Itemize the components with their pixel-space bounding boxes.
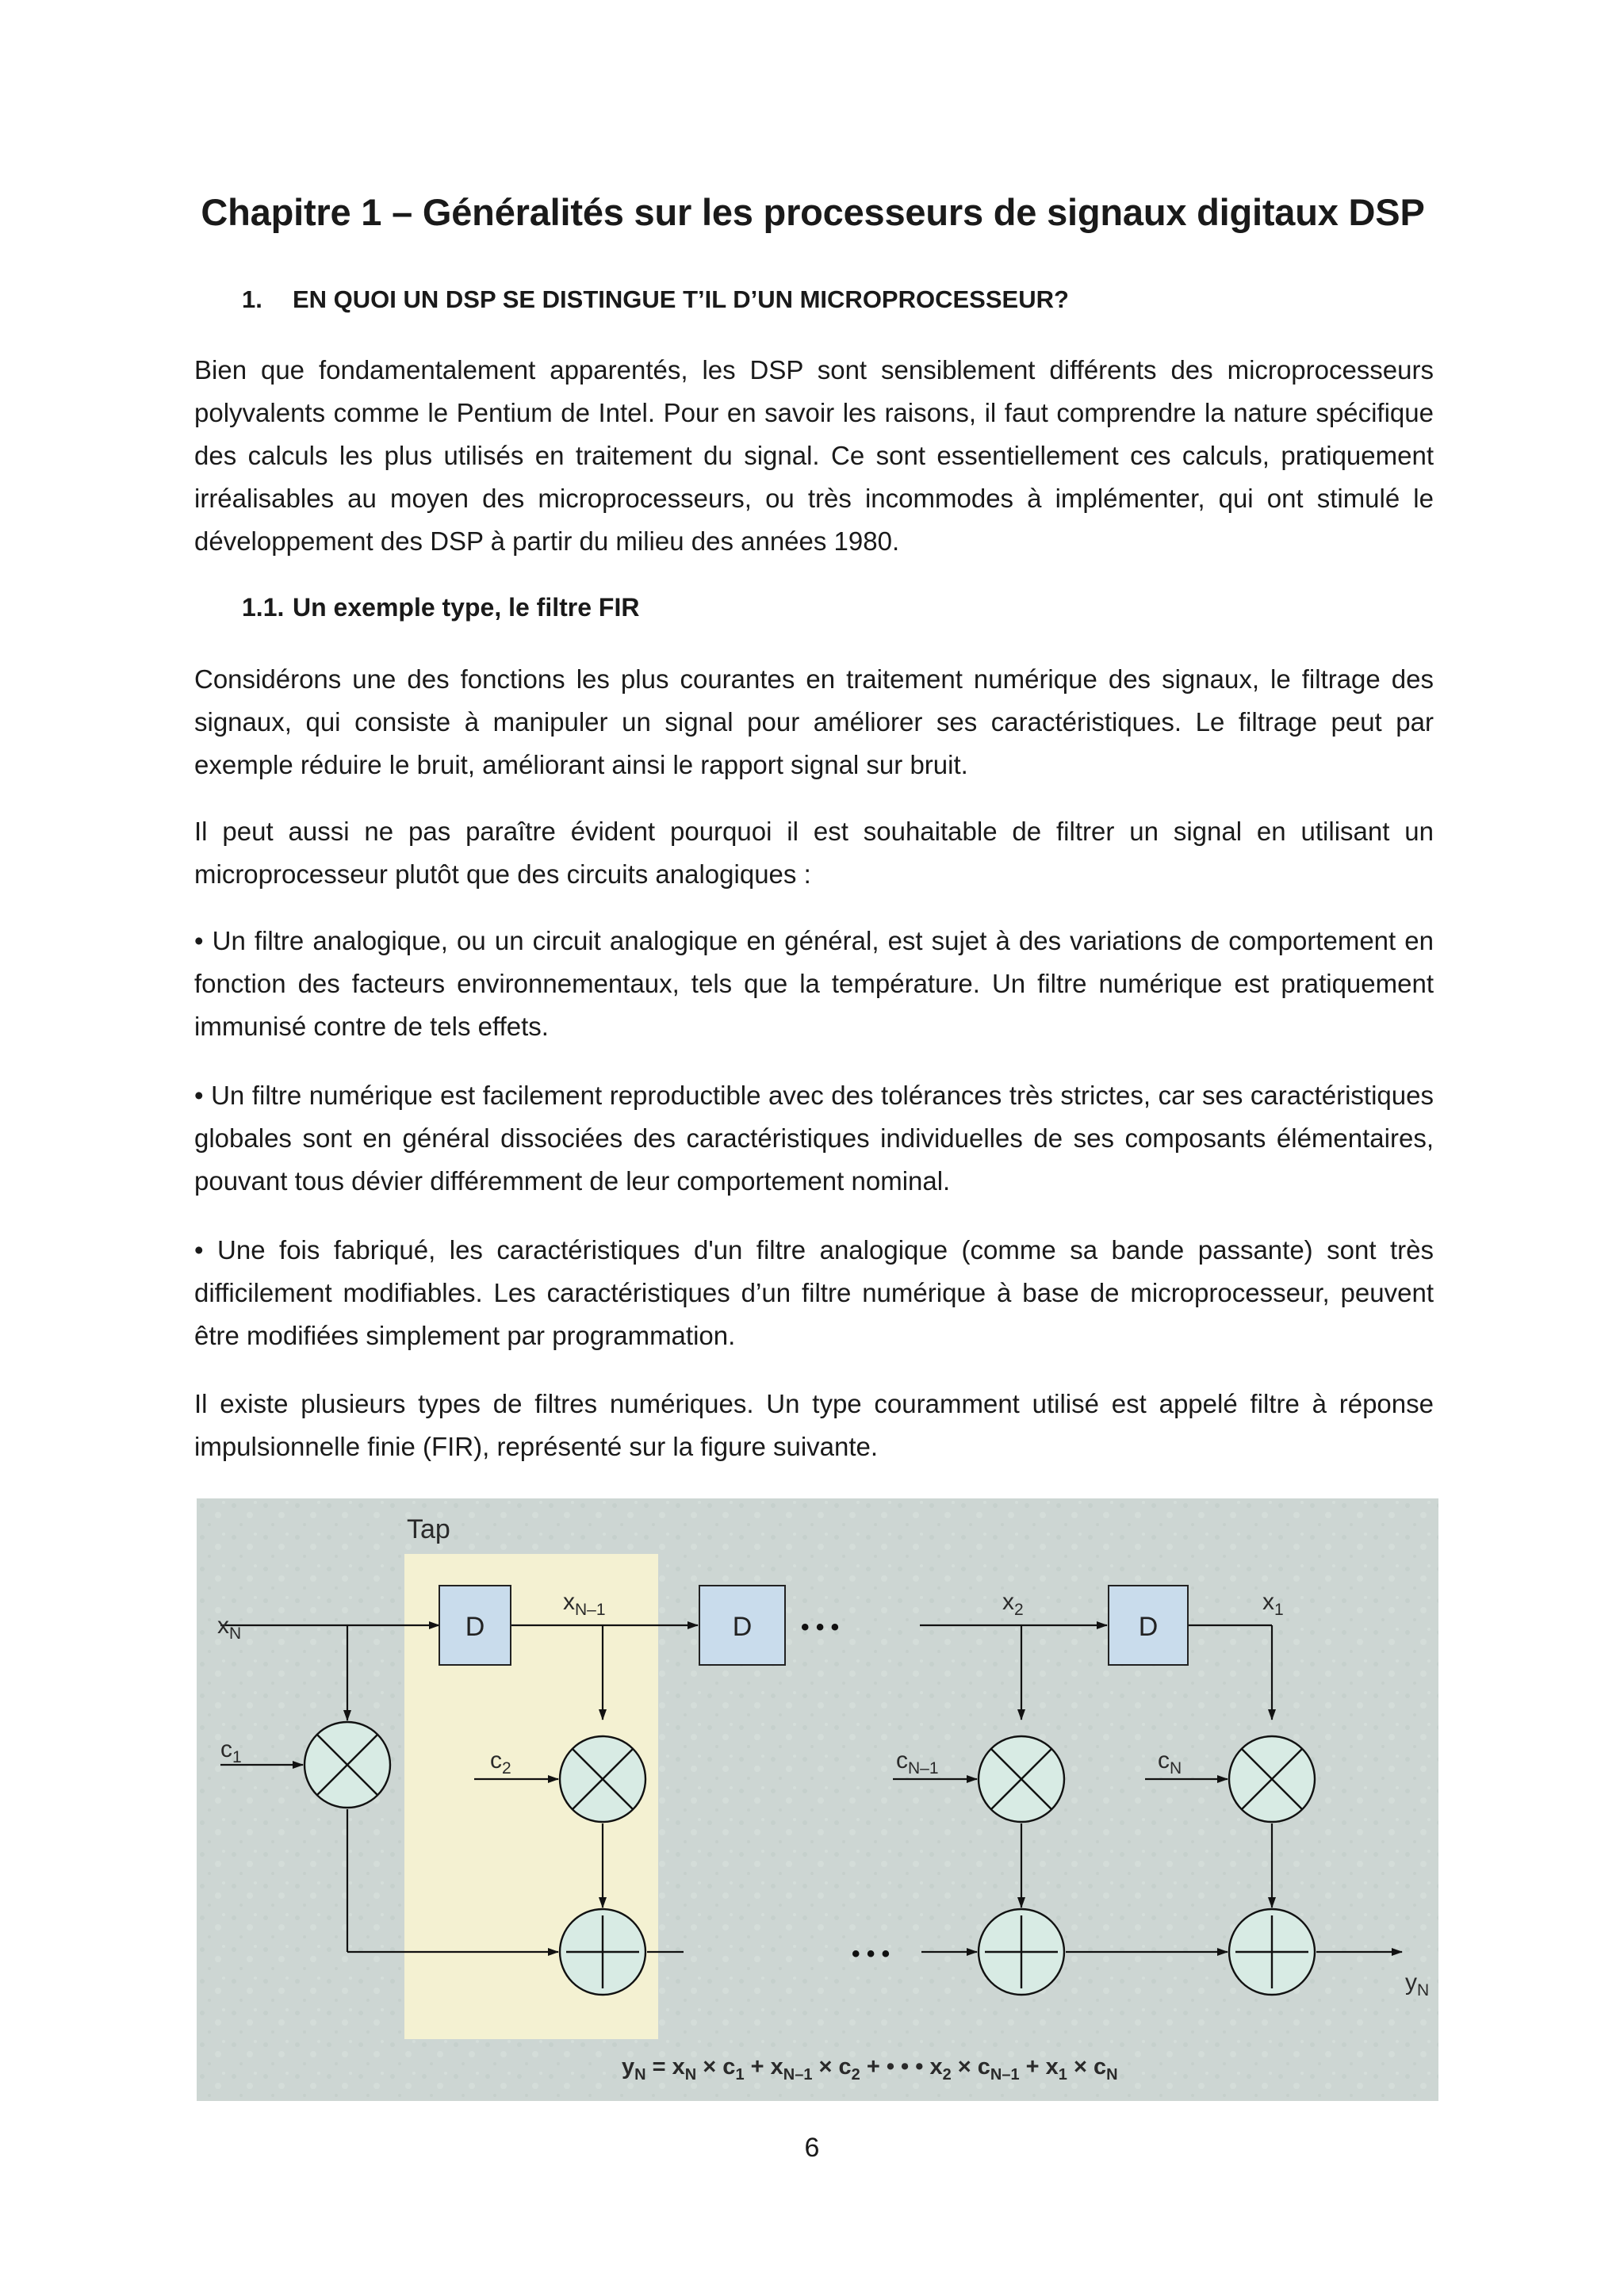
equation-subscript: 1 xyxy=(1058,2066,1067,2084)
section-number: 1. xyxy=(242,285,262,313)
bullet-programmable: • Une fois fabriqué, les caractéristiques d'un filtre analogique (comme sa bande passante) sont très difficilement modifiables. Les caractéristiques d’un filtre numérique à base de microprocesseur, peuvent être modifiées simplement par programmation. xyxy=(194,1235,1434,1350)
delay-label: D xyxy=(1138,1612,1159,1642)
subsection-heading xyxy=(242,593,1431,622)
equation-term: × c xyxy=(951,2054,990,2080)
delay-box-2 xyxy=(699,1586,785,1665)
paragraph-filtering: Considérons une des fonctions les plus courantes en traitement numérique des signaux, le filtrage des signaux, qui consiste à manipuler un signal pour améliorer ses caractéristiques. Le filtrage peut par exemple réduire le bruit, améliorant ainsi le rapport signal sur bruit. xyxy=(194,664,1434,779)
bullet-reproducible: • Un filtre numérique est facilement reproductible avec des tolérances très strictes, car ses caractéristiques globales sont en général dissociées des caractéristiques individuelles de ses composants élémentaires, pouvant tous dévier différemment de leur comportement nominal. xyxy=(194,1081,1434,1196)
paragraph-why-digital: Il peut aussi ne pas paraître évident pourquoi il est souhaitable de filtrer un signal en utilisant un microprocesseur plutôt que des circuits analogiques : xyxy=(194,817,1434,889)
adder-2 xyxy=(560,1909,645,1995)
delay-box-1 xyxy=(439,1586,511,1665)
multiplier-n xyxy=(1229,1736,1315,1822)
coef-label-c1: $c_1$ xyxy=(220,1736,242,1766)
equation-subscript: 2 xyxy=(851,2066,860,2084)
subsection-number: 1.1. xyxy=(242,593,285,622)
delay-label: D xyxy=(732,1612,753,1642)
multiplier-n-1 xyxy=(979,1736,1064,1822)
equation-subscript: N xyxy=(634,2066,646,2084)
equation-subscript: N xyxy=(684,2066,697,2084)
equation-subscript: 2 xyxy=(942,2066,952,2084)
fir-equation xyxy=(622,2054,1118,2084)
equation-term: × c xyxy=(1067,2054,1107,2080)
paragraph-fir-intro: Il existe plusieurs types de filtres numériques. Un type couramment utilisé est appelé filtre à réponse impulsionnelle finie (FIR), représenté sur la figure suivante. xyxy=(194,1389,1434,1461)
equation-term: × c xyxy=(812,2054,852,2080)
delay-label: D xyxy=(465,1612,485,1642)
section-heading xyxy=(242,285,1431,314)
bullet-analog-variations: • Un filtre analogique, ou un circuit analogique en général, est sujet à des variations de comportement en fonction des facteurs environnementaux, tels que la température. Un filtre numérique est pratiquement immunisé contre de tels effets. xyxy=(194,926,1434,1041)
tap-label-x1: $x_1$ xyxy=(1262,1589,1284,1619)
fir-filter-diagram xyxy=(197,1498,1438,2101)
page-number: 6 xyxy=(804,2133,820,2163)
subsection-heading-text: Un exemple type, le filtre FIR xyxy=(293,593,640,622)
equation-subscript: 1 xyxy=(735,2066,745,2084)
fir-filter-svg xyxy=(197,1498,1438,2101)
chapter-title: Chapitre 1 – Généralités sur les processeurs de signaux digitaux DSP xyxy=(201,191,1425,233)
tap-label-x2: $x_2$ xyxy=(1002,1589,1024,1619)
equation-term: x xyxy=(672,2054,685,2080)
continuation-dots: • • • xyxy=(801,1614,840,1640)
equation-term: + • • • x xyxy=(860,2054,943,2080)
equation-subscript: N xyxy=(1106,2066,1118,2084)
equation-subscript: N–1 xyxy=(783,2066,813,2084)
coef-label-c2: $c_2$ xyxy=(490,1747,511,1777)
tap-label-xn-1: $x_{N-1}$ xyxy=(563,1589,606,1619)
paragraph-intro: Bien que fondamentalement apparentés, les DSP sont sensiblement différents des microprocesseurs polyvalents comme le Pentium de Intel. Pour en savoir les raisons, il faut comprendre la nature spécifique des calculs les plus utilisés en traitement du signal. Ce sont essentiellement ces calculs, pratiquement irréalisables au moyen des microprocesseurs, ou très incommodes à implémenter, qui ont stimulé le développement des DSP à partir du milieu des années 1980. xyxy=(194,355,1434,556)
output-label-yn: $y_N$ xyxy=(1405,1969,1430,1999)
tap-label: Tap xyxy=(407,1514,450,1544)
equation-term: + x xyxy=(744,2054,783,2080)
continuation-dots: • • • xyxy=(852,1941,891,1967)
adder-n xyxy=(1229,1909,1315,1995)
coef-label-cn: $c_N$ xyxy=(1158,1747,1182,1777)
input-label-xn: $x_N$ xyxy=(217,1613,242,1643)
delay-box-3 xyxy=(1109,1586,1188,1665)
coef-label-cn-1: $c_{N-1}$ xyxy=(896,1747,939,1777)
multiplier-2 xyxy=(560,1736,645,1822)
equation-term: + x xyxy=(1019,2054,1059,2080)
multiplier-1 xyxy=(304,1722,390,1808)
adder-n-1 xyxy=(979,1909,1064,1995)
equation-subscript: N–1 xyxy=(990,2066,1020,2084)
equation-term: × c xyxy=(696,2054,736,2080)
section-heading-text: EN QUOI UN DSP SE DISTINGUE T’IL D’UN MICROPROCESSEUR? xyxy=(293,285,1069,313)
equation-term: y xyxy=(622,2054,635,2080)
equation-term: = xyxy=(645,2054,672,2080)
